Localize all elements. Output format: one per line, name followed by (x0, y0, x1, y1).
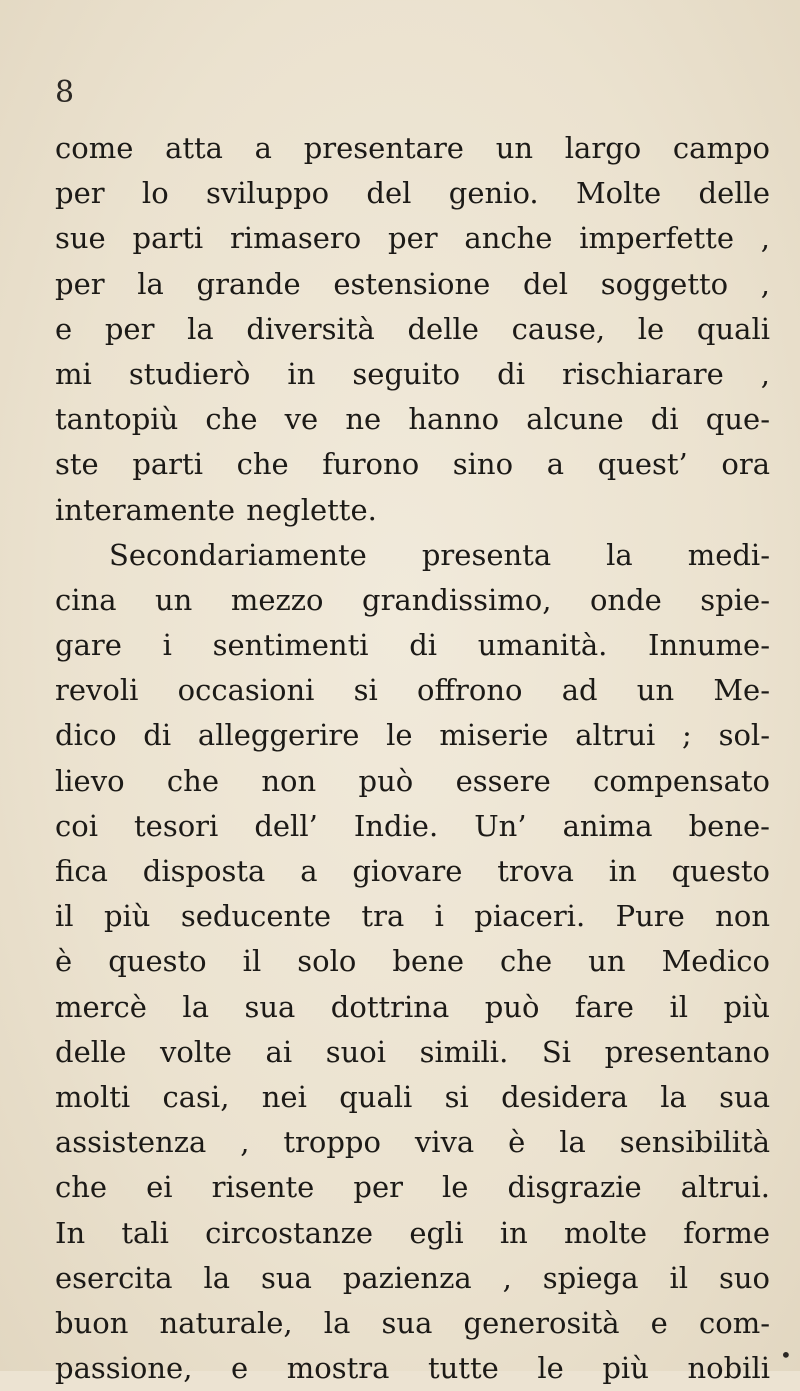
text-line: per la grande estensione del soggetto , (55, 266, 770, 301)
text-line: è questo il solo bene che un Medico (55, 944, 770, 979)
paragraph-start-line: Secondariamente presenta la medi- (109, 537, 770, 572)
body-text (55, 126, 770, 1391)
text-line: tantopiù che ve ne hanno alcune di que- (55, 402, 770, 437)
margin-mark: • (780, 1343, 792, 1367)
text-line: esercita la sua pazienza , spiega il suo (55, 1260, 770, 1295)
text-line: dico di alleggerire le miserie altrui ; sol- (55, 718, 770, 753)
text-line: lievo che non può essere compensato (55, 763, 770, 798)
text-line: gare i sentimenti di umanità. Innume- (55, 628, 770, 663)
text-line: fica disposta a giovare trova in questo (55, 854, 770, 888)
text-line: mercè la sua dottrina può fare il più (55, 989, 770, 1024)
paragraph-end-line: interamente neglette. (55, 492, 377, 527)
text-line: revoli occasioni si offrono ad un Me- (55, 673, 770, 708)
text-line: delle volte ai suoi simili. Si presentano (55, 1034, 770, 1069)
page-number: 8 (55, 75, 75, 110)
text-line: assistenza , troppo viva è la sensibilità (55, 1125, 770, 1160)
text-line: come atta a presentare un largo campo (55, 131, 770, 165)
text-line: passione, e mostra tutte le più nobili (55, 1351, 770, 1386)
text-line: per lo sviluppo del genio. Molte delle (55, 176, 770, 211)
text-line: coi tesori dell’ Indie. Un’ anima bene- (55, 808, 770, 843)
text-line: che ei risente per le disgrazie altrui. (55, 1170, 770, 1205)
text-line: e per la diversità delle cause, le quali (55, 311, 770, 346)
text-line: ste parti che furono sino a quest’ ora (55, 447, 770, 482)
text-line: sue parti rimasero per anche imperfette , (55, 221, 770, 256)
text-line: cina un mezzo grandissimo, onde spie- (55, 582, 770, 617)
text-line: buon naturale, la sua generosità e com- (55, 1305, 770, 1340)
text-line: molti casi, nei quali si desidera la sua (55, 1079, 770, 1114)
text-line: il più seducente tra i piaceri. Pure non (55, 899, 770, 934)
text-line: mi studierò in seguito di rischiarare , (55, 356, 770, 391)
text-line: In tali circostanze egli in molte forme (55, 1215, 770, 1250)
